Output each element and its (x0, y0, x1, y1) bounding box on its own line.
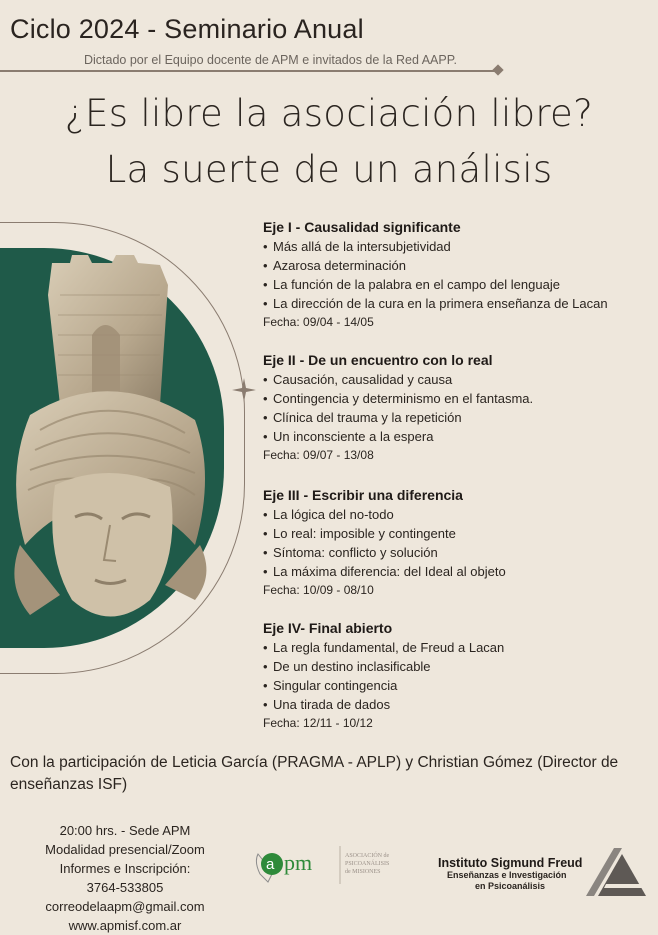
cycle-subtitle: Dictado por el Equipo docente de APM e invitados de la Red AAPP. (84, 53, 457, 67)
apm-logo (252, 840, 412, 890)
statue-bust-image (0, 255, 220, 635)
apm-logo-text: pm (284, 850, 313, 875)
eje-section-4 (263, 620, 504, 730)
main-title-line2: La suerte de un análisis (105, 148, 553, 191)
list-item: • De un destino inclasificable (263, 657, 504, 676)
list-item: • Una tirada de dados (263, 695, 504, 714)
diamond-icon (492, 64, 503, 75)
main-title-line1: ¿Es libre la asociación libre? (64, 92, 594, 135)
eje-date: Fecha: 09/04 - 14/05 (263, 315, 374, 329)
list-item: • La lógica del no-todo (263, 505, 506, 524)
phone-number: 3764-533805 (86, 880, 164, 895)
isf-subtitle: Enseñanzas e Investigación (447, 870, 567, 880)
eje-date: Fecha: 09/07 - 13/08 (263, 448, 374, 462)
list-item: • Contingencia y determinismo en el fantasma. (263, 389, 533, 408)
svg-text:ASOCIACIÓN de: ASOCIACIÓN de (345, 853, 390, 859)
eje-date: Fecha: 10/09 - 08/10 (263, 583, 374, 597)
email-link[interactable]: correodelaapm@gmail.com (45, 899, 205, 914)
website-link[interactable]: www.apmisf.com.ar (68, 918, 182, 933)
eje-title: Eje II - De un encuentro con lo real (263, 352, 493, 368)
schedule-text: 20:00 hrs. - Sede APM (59, 823, 191, 838)
eje-title: Eje I - Causalidad significante (263, 219, 461, 235)
isf-name: Instituto Sigmund Freud (438, 856, 583, 870)
eje-title: Eje III - Escribir una diferencia (263, 487, 463, 503)
list-item: • Clínica del trauma y la repetición (263, 408, 533, 427)
eje-section-2 (263, 352, 533, 462)
eje-section-1 (263, 219, 608, 329)
list-item: • La función de la palabra en el campo del lenguaje (263, 275, 608, 294)
modality-text: Modalidad presencial/Zoom (45, 842, 205, 857)
svg-text:de MISIONES: de MISIONES (345, 869, 381, 875)
eje-date: Fecha: 12/11 - 10/12 (263, 716, 373, 730)
isf-subtitle-2: en Psicoanálisis (475, 881, 546, 891)
contact-label: Informes e Inscripción: (59, 861, 191, 876)
eje-title: Eje IV- Final abierto (263, 620, 393, 636)
list-item: • Singular contingencia (263, 676, 504, 695)
list-item: • Azarosa determinación (263, 256, 608, 275)
list-item: • Lo real: imposible y contingente (263, 524, 506, 543)
eje-section-3 (263, 487, 506, 597)
svg-text:PSICOANÁLISIS: PSICOANÁLISIS (345, 861, 390, 867)
list-item: • La máxima diferencia: del Ideal al objeto (263, 562, 506, 581)
list-item: • La dirección de la cura en la primera enseñanza de Lacan (263, 294, 608, 313)
participation-text: Con la participación de Leticia García (PRAGMA - APLP) y Christian Gómez (Director de enseñanzas ISF) (10, 754, 619, 793)
event-info (30, 821, 220, 935)
list-item: • Un inconsciente a la espera (263, 427, 533, 446)
sparkle-icon (232, 378, 256, 402)
apm-logo-a: a (266, 856, 275, 873)
cycle-title: Ciclo 2024 - Seminario Anual (10, 14, 364, 44)
list-item: • Síntoma: conflicto y solución (263, 543, 506, 562)
list-item: • Causación, causalidad y causa (263, 370, 533, 389)
header-divider (0, 70, 497, 72)
list-item: • Más allá de la intersubjetividad (263, 237, 608, 256)
list-item: • La regla fundamental, de Freud a Lacan (263, 638, 504, 657)
